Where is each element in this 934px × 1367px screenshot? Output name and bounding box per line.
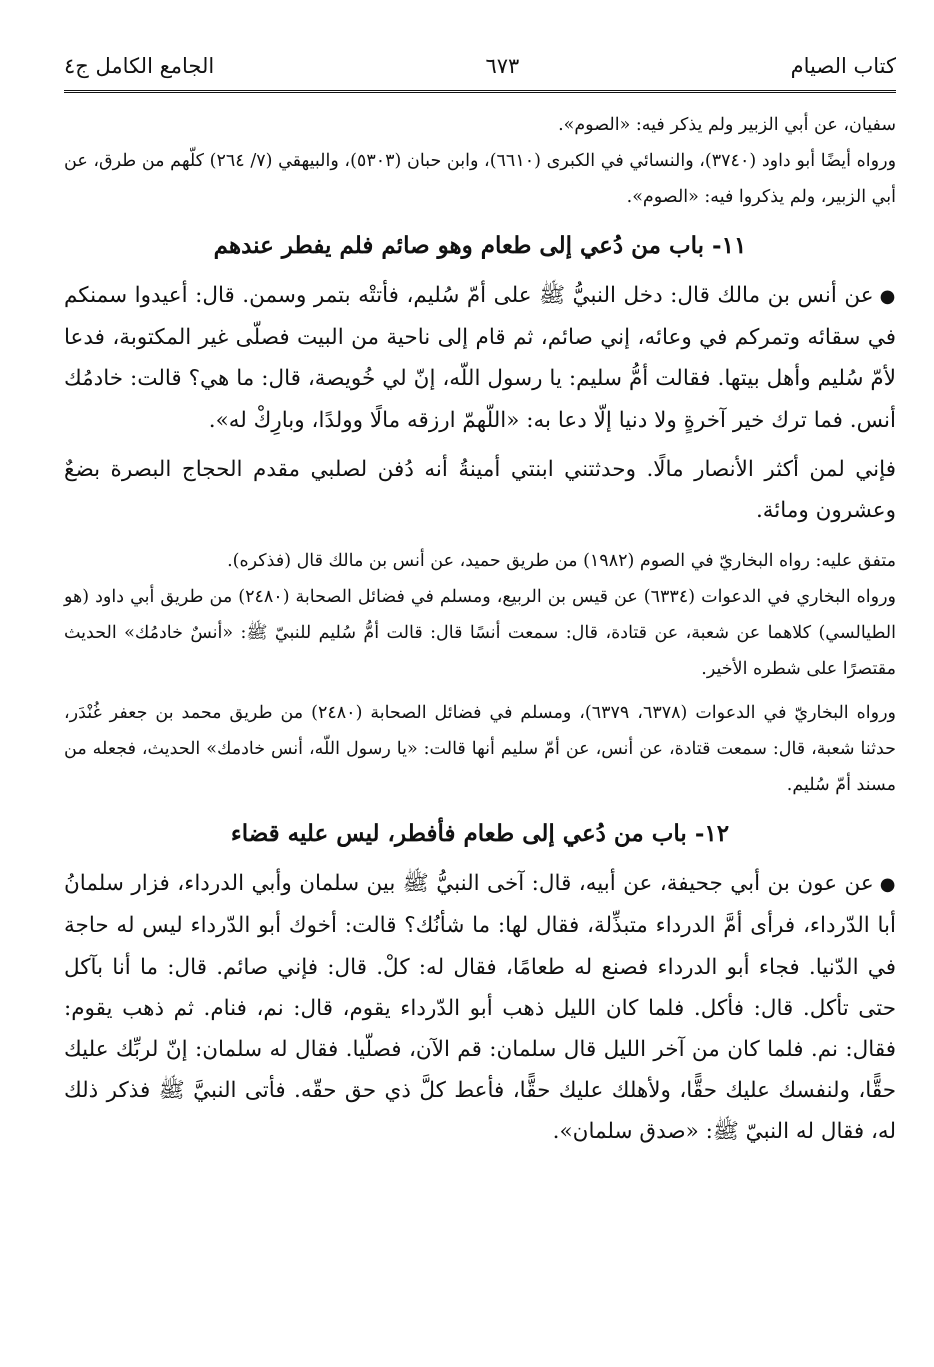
hadith-paragraph — [64, 863, 896, 1152]
page-number: ٦٧٣ — [485, 54, 520, 78]
hadith-text: عن أنس بن مالك قال: دخل النبيُّ ﷺ على أمّ سُليم، فأتتْه بتمر وسمن. قال: أعيدوا سمنكم في سقائه وتمركم في وعائه، إني صائم، ثم قام إلى ناحية من البيت فصلّى غير المكتوبة، فدعا لأمّ سُليم وأهل بيتها. فقالت أمُّ سليم: يا رسول اللّه، إنّ لي خُويصة، قال: ما هي؟ قالت: خادمُك أنس. فما ترك خير آخرةٍ ولا دنيا إلّا دعا به: «اللّهمّ ارزقه مالًا وولدًا، وبارِكْ له». — [64, 283, 896, 433]
hadith-paragraph — [64, 275, 896, 441]
note-line: سفيان، عن أبي الزبير ولم يذكر فيه: «الصوم». — [558, 115, 896, 135]
bullet-icon: ● — [879, 874, 896, 896]
chapter-heading-11: ١١- باب من دُعي إلى طعام وهو صائم فلم يفطر عندهم — [213, 232, 747, 259]
takhrij-paragraph: متفق عليه: رواه البخاريّ في الصوم (١٩٨٢) من طريق حميد، عن أنس بن مالك قال (فذكره). — [227, 551, 896, 572]
hadith-continuation: فإني لمن أكثر الأنصار مالًا. وحدثتني ابنتي أمينةُ أنه دُفن لصلبي مقدم الحجاج البصرة بضعٌ وعشرون ومائة. — [64, 456, 896, 524]
running-header — [64, 40, 896, 86]
hadith-text: عن عون بن أبي جحيفة، عن أبيه، قال: آخى النبيُّ ﷺ بين سلمان وأبي الدرداء، فزار سلمانُ أبا الدّرداء، فرأى أمَّ الدرداء متبذِّلة، فقال لها: ما شأنُك؟ قالت: أخوك أبو الدّرداء ليس له حاجة في الدّنيا. فجاء أبو الدرداء فصنع له طعامًا، فقال له: كلْ. قال: فإني صائم. قال: ما أنا بآكل حتى تأكل. قال: فأكل. فلما كان الليل ذهب أبو الدّرداء يقوم، قال: نم، فنام. ثم ذهب يقوم: فقال: نم. فلما كان من آخر الليل قال سلمان: قم الآن، فصلّيا. فقال له سلمان: إنّ لربِّك عليك حقًّا، ولنفسك عليك حقًّا، ولأهلك عليك حقًّا، فأعط كلَّ ذي حق حقّه. فأتى النبيَّ ﷺ فذكر ذلك له، فقال له النبيّ ﷺ: «صدق سلمان». — [64, 871, 896, 1145]
header-rule — [64, 86, 896, 93]
book-page — [64, 40, 896, 1153]
bullet-icon: ● — [879, 286, 896, 307]
takhrij-paragraph: ورواه البخاريّ في الدعوات (٦٣٧٨، ٦٣٧٩)، ومسلم في فضائل الصحابة (٢٤٨٠) من طريق محمد بن جعفر غُنْدَر، حدثنا شعبة، قال: سمعت قتادة، عن أنس، عن أمّ سليم أنها قالت: «يا رسول اللّه، أنس خادمك» الحديث، فجعله من مسند أمّ سُليم. — [64, 703, 896, 796]
book-title: الجامع الكامل ج٤ — [64, 54, 215, 78]
section-title: كتاب الصيام — [790, 54, 896, 78]
takhrij-paragraph: ورواه البخاري في الدعوات (٦٣٣٤) عن قيس بن الربيع، ومسلم في فضائل الصحابة (٢٤٨٠) من طريق أبي داود (هو الطيالسي) كلاهما عن شعبة، عن قتادة، قال: سمعت أنسًا قال: قالت أمُّ سُليم للنبيّ ﷺ: «أنسٌ خادمُك» الحديث مقتصرًا على شطره الأخير. — [64, 587, 896, 680]
chapter-heading-12: ١٢- باب من دُعي إلى طعام فأفطر، ليس عليه قضاء — [230, 820, 730, 848]
note-paragraph: ورواه أيضًا أبو داود (٣٧٤٠)، والنسائي في الكبرى (٦٦١٠)، وابن حبان (٥٣٠٣)، والبيهقي (٧/ ٢٦٤) كلّهم من طرق، عن أبي الزبير، ولم يذكروا فيه: «الصوم». — [64, 151, 897, 207]
